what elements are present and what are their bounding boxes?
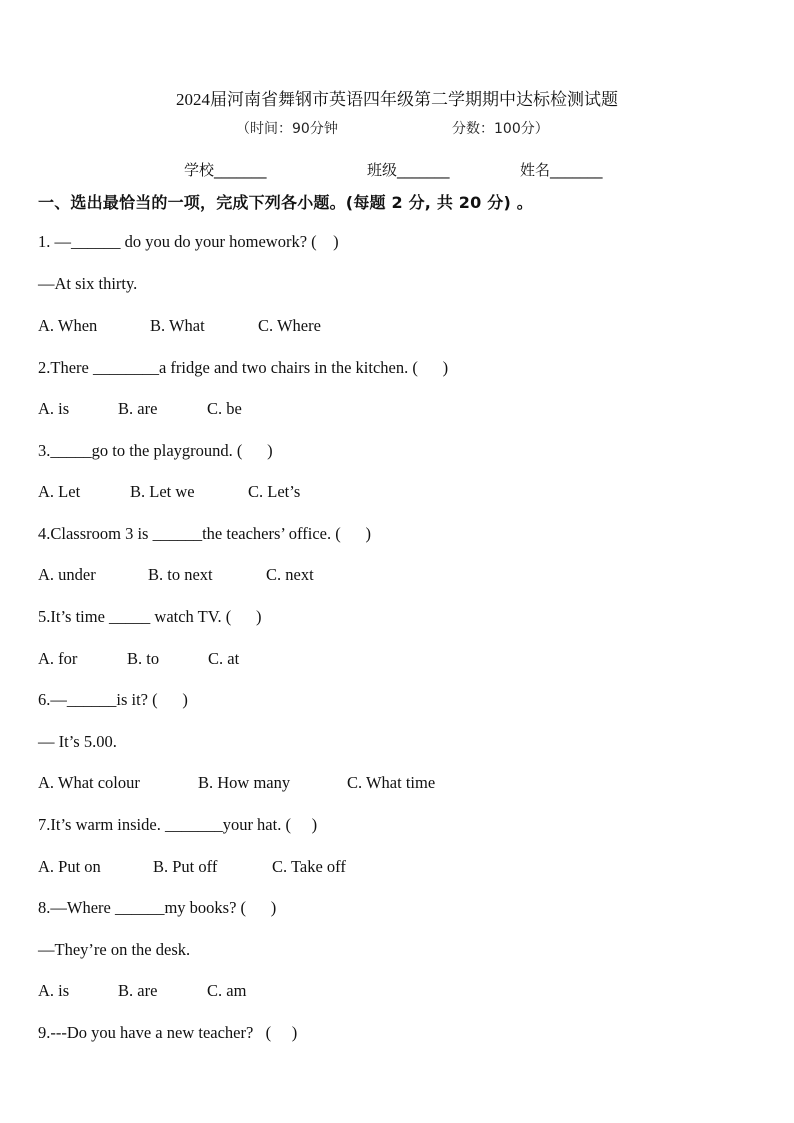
option-b: B. How many xyxy=(198,773,291,792)
option-b: B. to xyxy=(127,649,160,668)
option-b: B. to next xyxy=(148,565,213,584)
option-a: A. is xyxy=(38,981,70,1000)
name-field: 姓名_______ xyxy=(520,161,603,179)
option-b: B. Put off xyxy=(153,857,218,876)
question-6-stem: 6.—______is it? ( ) xyxy=(38,690,188,709)
option-a: A. Put on xyxy=(38,857,101,876)
question-2-stem: 2.There ________a fridge and two chairs in the kitchen. ( ) xyxy=(38,358,449,377)
exam-score: 分数：100分） xyxy=(452,121,549,137)
option-b: B. Let we xyxy=(130,482,195,501)
section-heading: 一、选出最恰当的一项，完成下列各小题。(每题 2 分, 共 20 分) 。 xyxy=(38,193,533,212)
option-c: C. at xyxy=(208,649,240,668)
option-a: A. Let xyxy=(38,482,81,501)
question-3-stem: 3._____go to the playground. ( ) xyxy=(38,441,273,460)
question-8-answer: —They’re on the desk. xyxy=(38,940,191,959)
option-c: C. Let’s xyxy=(248,482,301,501)
question-5-stem: 5.It’s time _____ watch TV. ( ) xyxy=(38,607,262,626)
option-a: A. under xyxy=(38,565,96,584)
option-c: C. Where xyxy=(258,316,321,335)
option-c: C. next xyxy=(266,565,314,584)
option-a: A. is xyxy=(38,399,70,418)
question-7-stem: 7.It’s warm inside. _______your hat. ( ) xyxy=(38,815,318,834)
school-field: 学校_______ xyxy=(184,161,267,179)
option-b: B. are xyxy=(118,399,158,418)
exam-title: 2024届河南省舞钢市英语四年级第二学期期中达标检测试题 xyxy=(176,90,618,109)
question-9-stem: 9.---Do you have a new teacher? ( ) xyxy=(38,1023,298,1042)
question-1-stem: 1. —______ do you do your homework? ( ) xyxy=(38,232,339,251)
question-6-answer: — It’s 5.00. xyxy=(38,732,117,751)
option-c: C. am xyxy=(207,981,247,1000)
class-field: 班级_______ xyxy=(367,161,450,179)
option-b: B. are xyxy=(118,981,158,1000)
option-c: C. be xyxy=(207,399,242,418)
question-1-answer: —At six thirty. xyxy=(38,274,138,293)
option-b: B. What xyxy=(150,316,205,335)
exam-time: （时间：90分钟 xyxy=(236,121,338,137)
option-a: A. What colour xyxy=(38,773,140,792)
option-a: A. for xyxy=(38,649,78,668)
question-4-stem: 4.Classroom 3 is ______the teachers’ office. ( ) xyxy=(38,524,371,543)
option-c: C. Take off xyxy=(272,857,346,876)
option-c: C. What time xyxy=(347,773,436,792)
option-a: A. When xyxy=(38,316,98,335)
question-8-stem: 8.—Where ______my books? ( ) xyxy=(38,898,277,917)
